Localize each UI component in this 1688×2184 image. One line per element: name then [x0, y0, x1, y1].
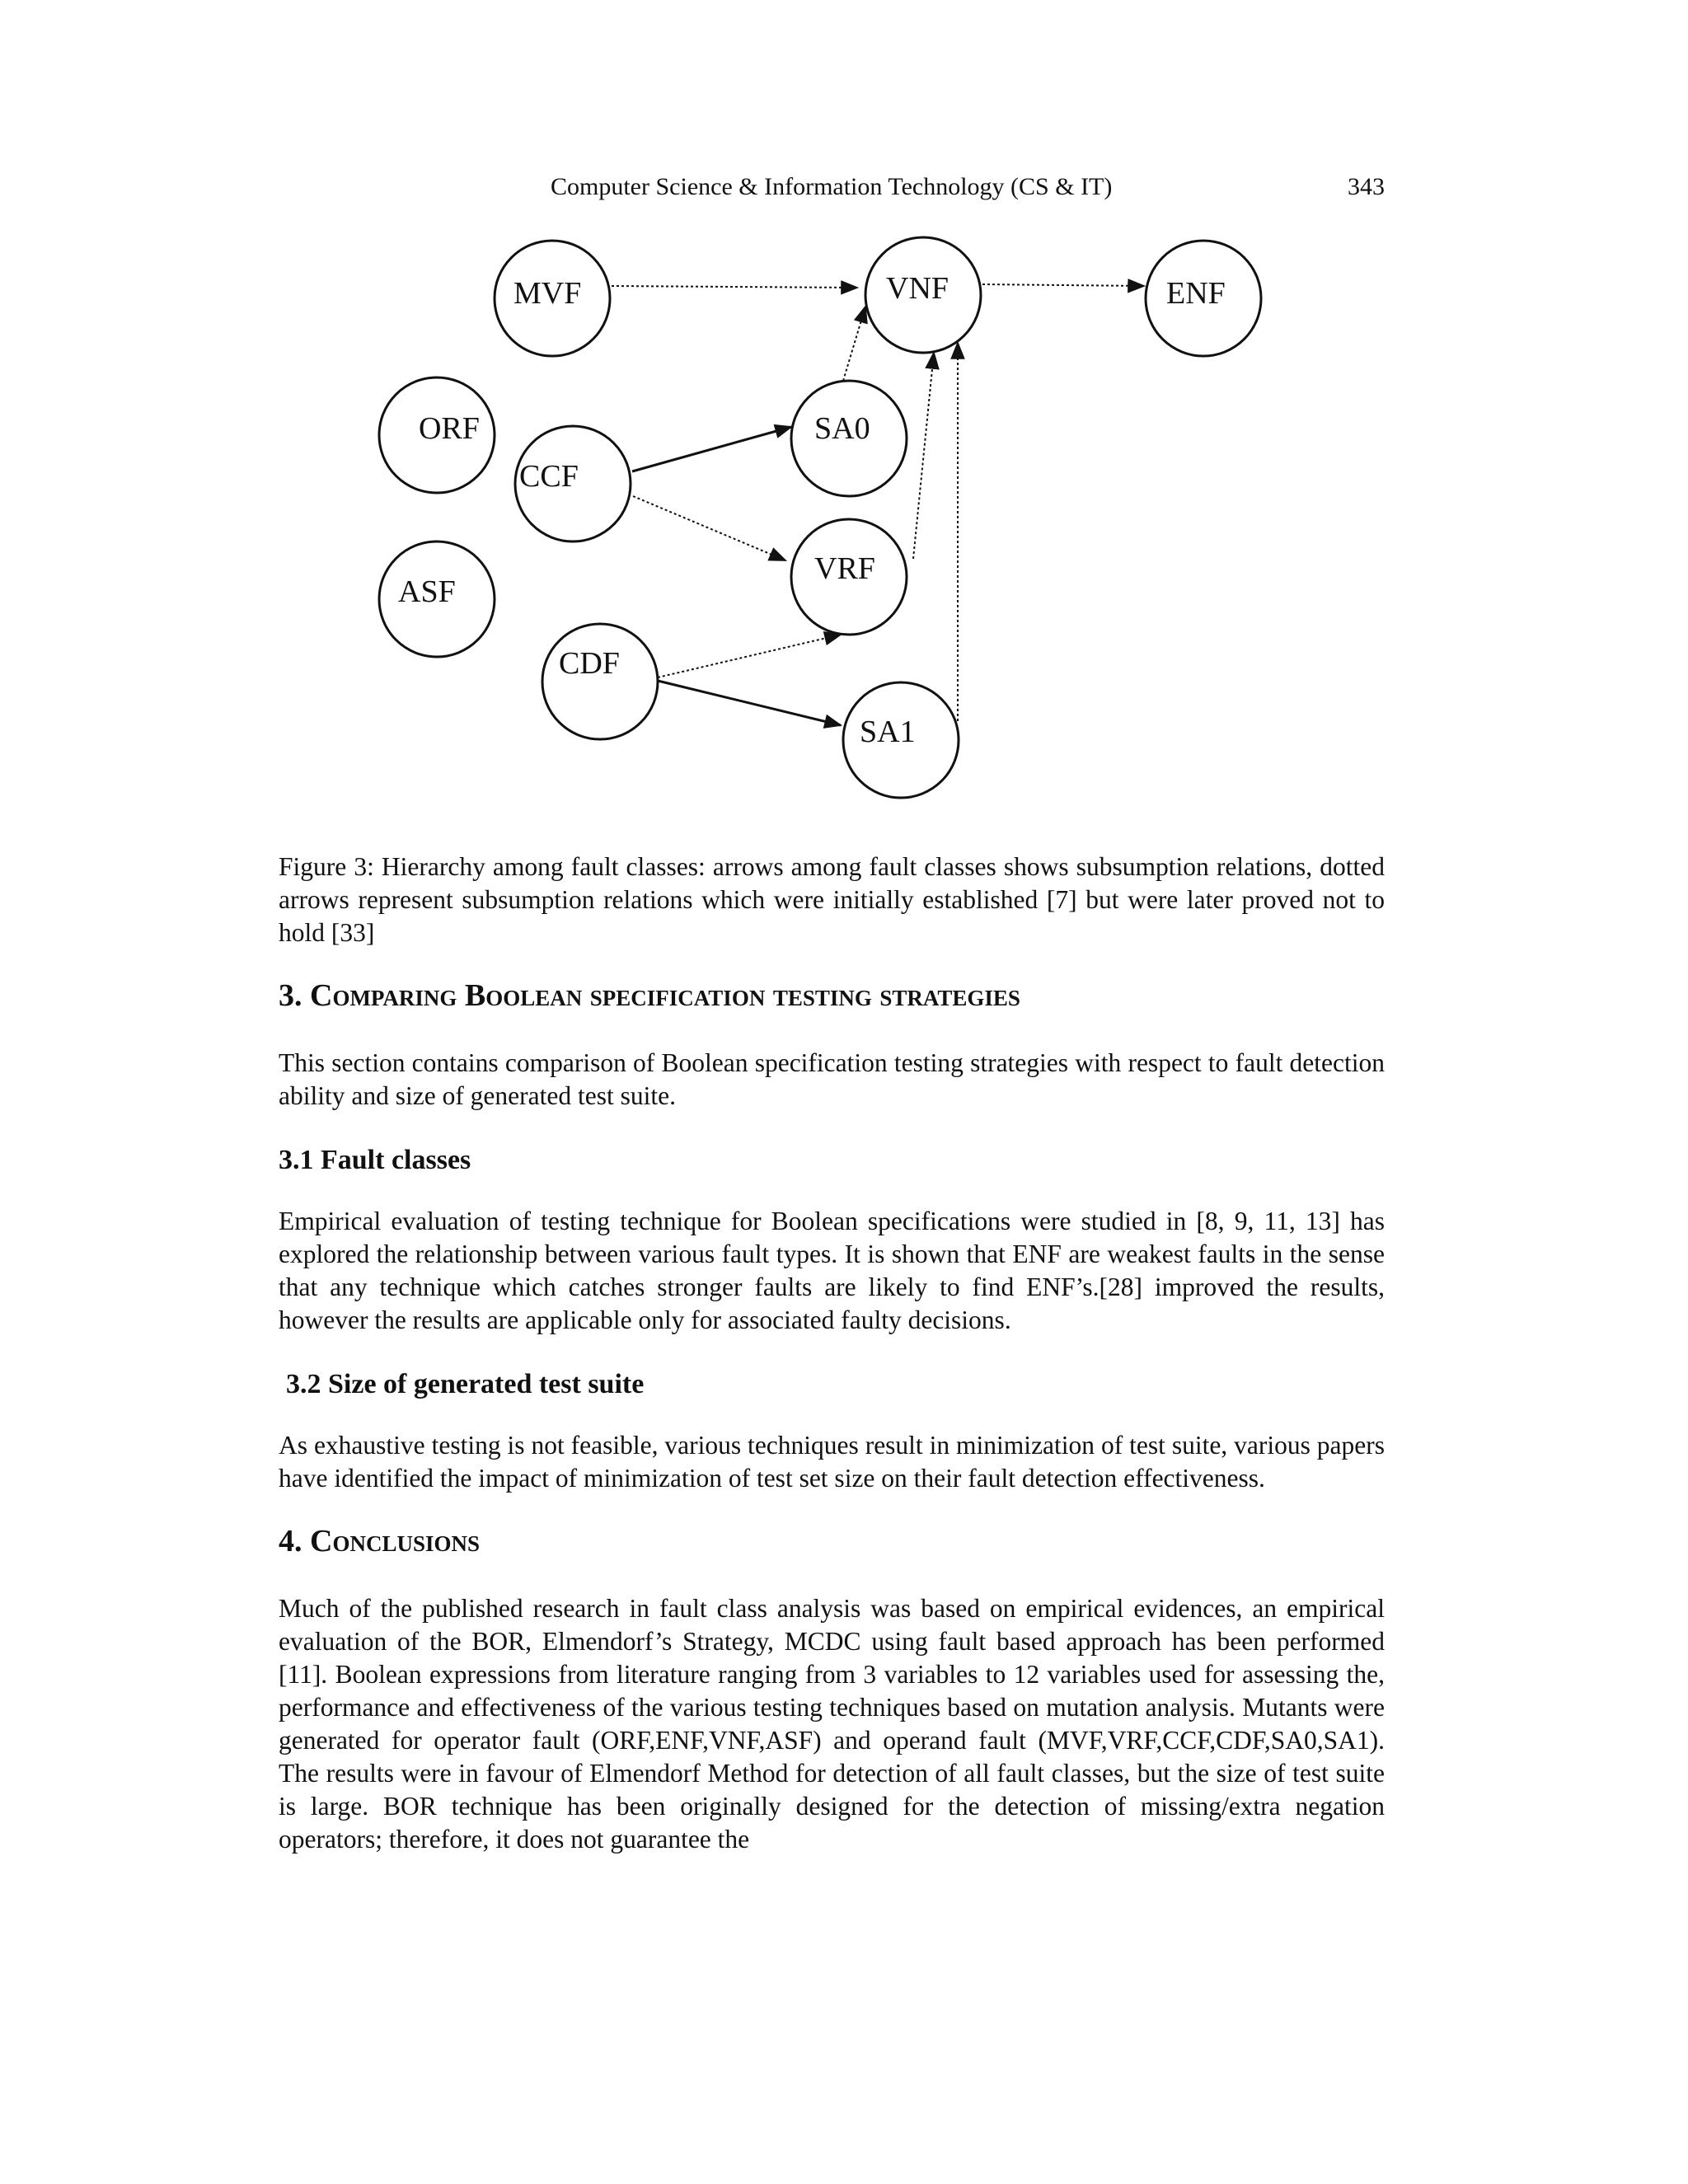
section-4-number: 4. — [279, 1524, 310, 1558]
section-3-heading — [279, 977, 1385, 1014]
node-mvf-label: MVF — [513, 276, 582, 311]
node-mvf — [495, 241, 610, 356]
subsection-3-2-text: As exhaustive testing is not feasible, various techniques result in minimization of test suite, various papers have identified the impact of minimization of test set size on their fault detection effectiveness. — [279, 1431, 1385, 1493]
node-ccf-label: CCF — [519, 459, 579, 494]
node-asf — [379, 541, 495, 657]
node-vnf-label: VNF — [886, 271, 950, 306]
section-3-intro: This section contains comparison of Boolean specification testing strategies with respect to fault detection ability and size of generated test suite. — [279, 1048, 1385, 1110]
edges — [612, 284, 1144, 725]
edge-ccf-sa0 — [632, 427, 791, 471]
figure-caption: Figure 3: Hierarchy among fault classes: arrows among fault classes shows subsumption relations, dotted arrows represent subsumption relations which were initially established [7] but were later proved not to hold [33] — [279, 852, 1385, 947]
section-3-title: Comparing Boolean specification testing strategies — [310, 978, 1020, 1013]
subsection-3-1-heading: 3.1 Fault classes — [279, 1145, 471, 1175]
page-number: 343 — [1348, 173, 1385, 200]
node-vnf — [865, 237, 981, 353]
edge-vrf-vnf — [913, 353, 934, 559]
section-4-heading — [279, 1523, 1385, 1559]
node-sa1 — [843, 682, 959, 798]
subsection-3-2-heading: 3.2 Size of generated test suite — [286, 1369, 645, 1399]
section-3-number: 3. — [279, 978, 310, 1013]
node-cdf-label: CDF — [559, 646, 620, 681]
node-cdf — [542, 624, 658, 739]
section-4-title: Conclusions — [310, 1524, 480, 1558]
node-enf-label: ENF — [1166, 276, 1226, 311]
node-sa1-label: SA1 — [860, 715, 916, 749]
node-sa0 — [791, 381, 907, 496]
node-asf-label: ASF — [398, 574, 456, 609]
edge-ccf-vrf — [633, 496, 785, 560]
edge-vnf-enf — [982, 284, 1144, 286]
node-orf-label: ORF — [419, 411, 480, 446]
node-vrf-label: VRF — [814, 551, 875, 586]
subsection-3-1-text: Empirical evaluation of testing technique for Boolean specifications were studied in [8, 9, 11, 13] has explored the relationship between various fault types. It is shown that ENF are weakest faults in the sense that any technique which catches stronger faults are likely to find ENF’s.[28] improved the results, however the results are applicable only for associated faulty decisions. — [279, 1207, 1385, 1334]
edge-cdf-sa1 — [658, 681, 841, 725]
edge-cdf-vrf — [658, 635, 841, 677]
fault-hierarchy-diagram — [0, 0, 1688, 824]
section-4-text: Much of the published research in fault class analysis was based on empirical evidences, an empirical evaluation of the BOR, Elmendorf’s Strategy, MCDC using fault based approach has been performed [11]. Boolean expressions from literature ranging from 3 variables to 12 variables used for assessing the, performance and effectiveness of the various testing techniques based on mutation analysis. Mutants were generated for operator fault (ORF,ENF,VNF,ASF) and operand fault (MVF,VRF,CCF,CDF,SA0,SA1). The results were in favour of Elmendorf Method for detection of all fault classes, but the size of test suite is large. BOR technique has been originally designed for the detection of missing/extra negation operators; therefore, it does not guarantee the — [279, 1594, 1385, 1854]
edge-mvf-vnf — [612, 286, 857, 288]
node-sa0-label: SA0 — [814, 411, 870, 446]
node-vrf — [791, 519, 907, 635]
node-enf — [1146, 241, 1261, 356]
node-ccf — [515, 426, 631, 541]
edge-sa0-vnf — [843, 307, 865, 381]
page-content — [279, 851, 1385, 1856]
journal-title: Computer Science & Information Technology (CS & IT) — [551, 173, 1113, 200]
node-orf — [379, 377, 495, 493]
